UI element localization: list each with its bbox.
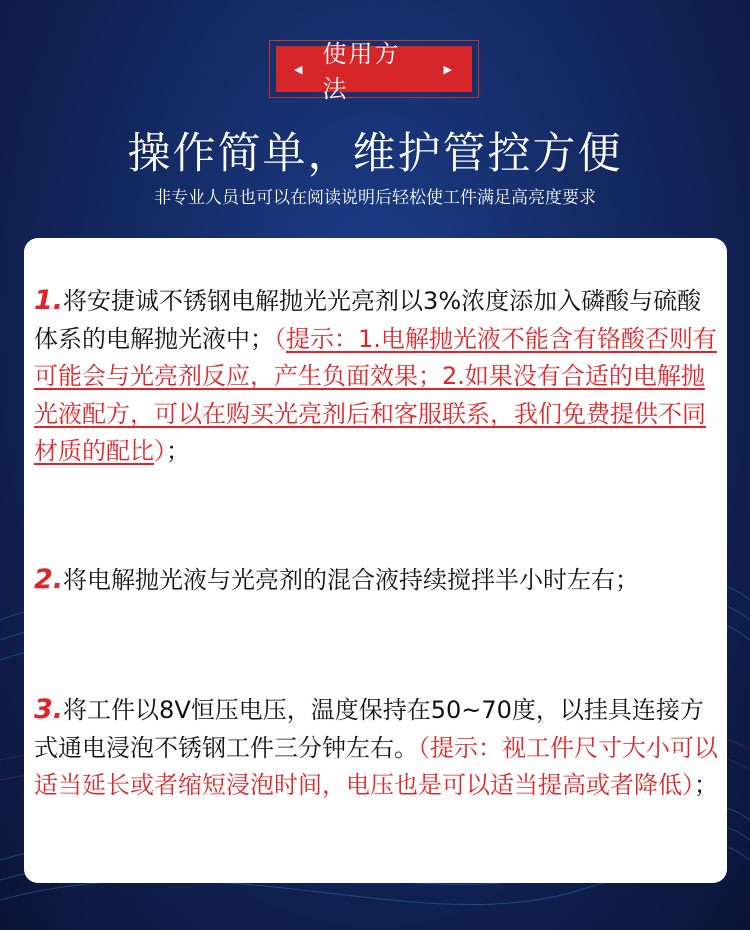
step-2 — [34, 561, 724, 600]
step-tail: ； — [166, 437, 190, 465]
step-note: （提示：视工件尺寸大小可以适当延长或者缩短浸泡时间，电压也是可以适当提高或者降低） — [34, 733, 718, 799]
step-text: 将工件以8V恒压电压，温度保持在50~70度，以挂具连接方式通电浸泡不锈钢工件三分钟左右。 — [34, 696, 704, 762]
step-note-close: ） — [154, 437, 166, 465]
step-note-open: （ — [274, 324, 286, 353]
triangle-left-icon: ◀ — [294, 62, 305, 76]
step-1 — [34, 282, 724, 471]
step-text: 将安捷诚不锈钢电解抛光光亮剂以3%浓度添加入磷酸与硫酸体系的电解抛光液中； — [34, 287, 702, 353]
step-number: 2. — [34, 564, 64, 595]
step-number: 3. — [34, 694, 64, 725]
usage-badge — [276, 40, 472, 103]
step-number: 1. — [34, 285, 64, 316]
page-title: 操作简单，维护管控方便 — [127, 129, 623, 179]
badge-label: 使用方法 — [322, 40, 401, 103]
instructions-card — [24, 238, 727, 883]
triangle-right-icon: ▶ — [443, 62, 454, 76]
page-subtitle: 非专业人员也可以在阅读说明后轻松使工件满足高亮度要求 — [154, 188, 596, 208]
step-text: 将电解抛光液与光亮剂的混合液持续搅拌半小时左右； — [63, 566, 640, 594]
step-note: 提示：1.电解抛光液不能含有铬酸否则有可能会与光亮剂反应，产生负面效果；2.如果没有合适的电解抛光液配方，可以在购买光亮剂后和客服联系，我们免费提供不同材质的配比 — [34, 324, 717, 465]
step-tail: ； — [694, 771, 718, 799]
step-3 — [34, 691, 724, 805]
